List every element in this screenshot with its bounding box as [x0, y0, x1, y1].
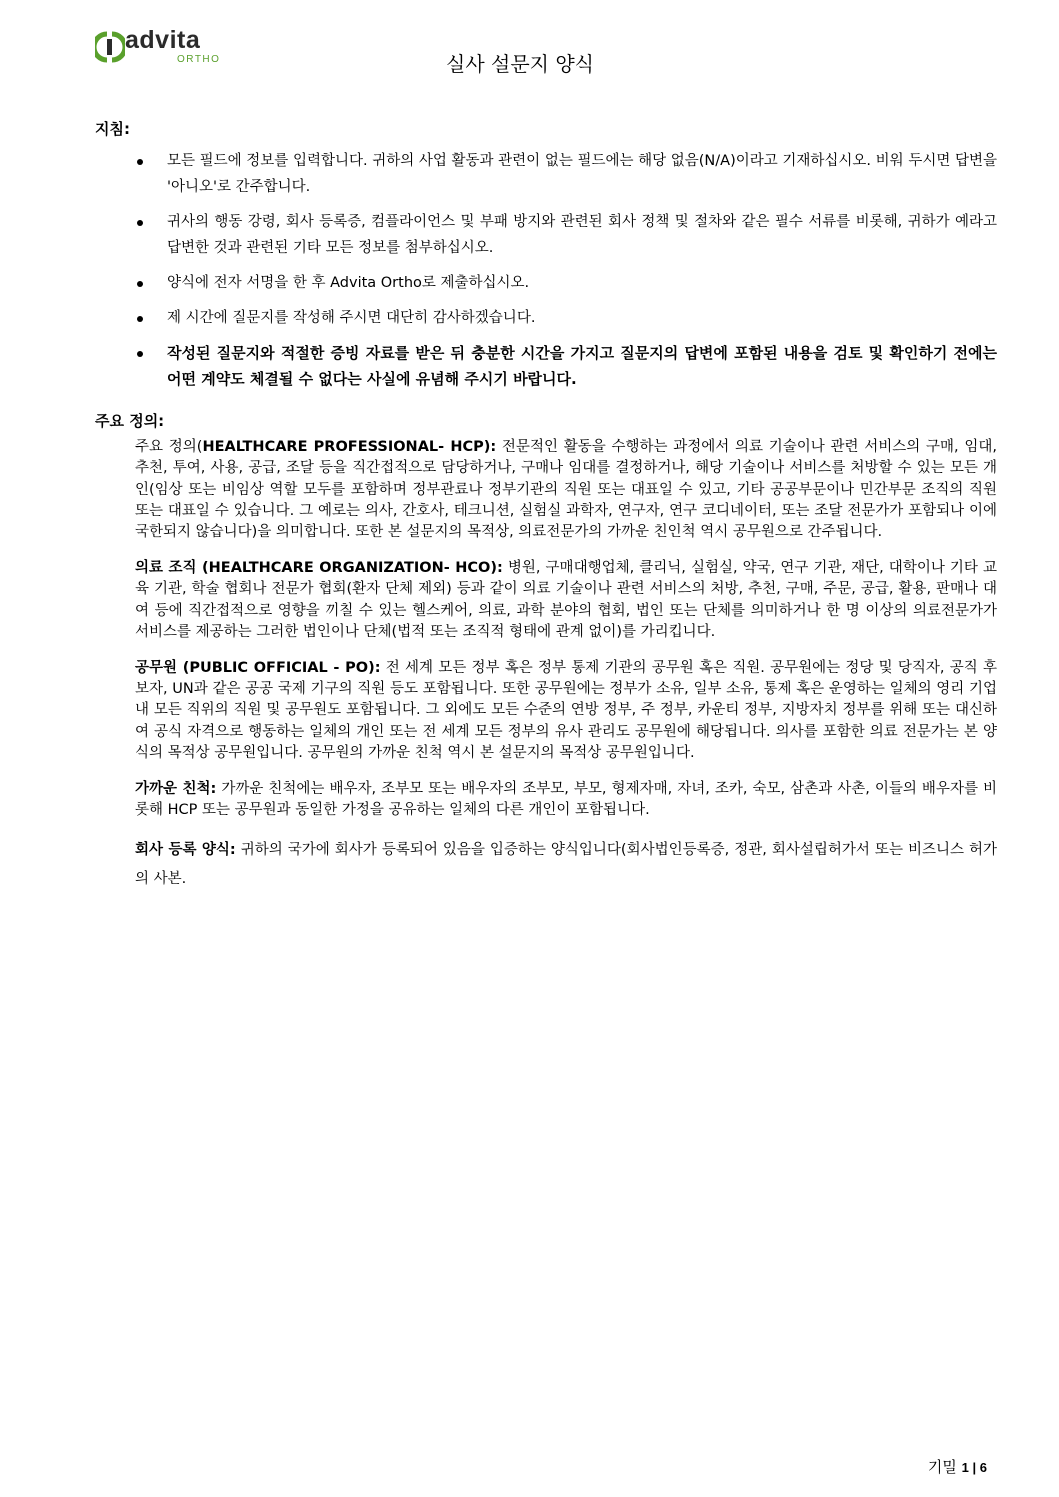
- list-item: [135, 340, 997, 392]
- definition-text: 가까운 친척에는 배우자, 조부모 또는 배우자의 조부모, 부모, 형제자매, 자녀, 조카, 숙모, 삼촌과 사촌, 이들의 배우자를 비롯해 HCP 또는 공무원과 동일한 가정을 공유하는 일체의 다른 개인이 포함됩니다.: [135, 780, 997, 818]
- definitions-list: [135, 437, 997, 905]
- list-item: [135, 209, 997, 261]
- definition-prefix: 주요 정의(: [135, 439, 203, 455]
- list-item: [135, 148, 997, 200]
- definition-registration: [135, 836, 997, 894]
- definition-term: 가까운 친척:: [135, 780, 217, 797]
- bullet-icon: [137, 220, 143, 226]
- definition-term: 공무원 (PUBLIC OFFICIAL - PO):: [135, 659, 381, 676]
- definition-term: 의료 조직 (HEALTHCARE ORGANIZATION- HCO):: [135, 559, 503, 576]
- definition-text: 전문적인 활동을 수행하는 과정에서 의료 기술이나 관련 서비스의 구매, 임대, 추천, 투여, 사용, 공급, 조달 등을 직간접적으로 담당하거나, 구매나 임대를 결정하거나, 해당 기술이나 서비스를 처방할 수 있는 모든 개인(임상 또는 비임상 역할 모두를 포함하며 정부관료나 정부기관의 직원 또는 대표일 수 있고, 기타 공공부문이나 민간부문 조직의 직원 또는 대표일 수 있습니다. 그 예로는 의사, 간호사, 테크니션, 실험실 과학자, 연구자, 연구 코디네이터, 또는 조달 전문가가 포함되나 이에 국한되지 않습니다)을 의미합니다. 또한 본 설문지의 목적상, 의료전문가의 가까운 친인척 역시 공무원으로 간주됩니다.: [135, 439, 997, 541]
- instruction-text: 귀사의 행동 강령, 회사 등록증, 컴플라이언스 및 부패 방지와 관련된 회사 정책 및 절차와 같은 필수 서류를 비롯해, 귀하가 예라고 답변한 것과 관련된 기타 모든 정보를 첨부하십시오.: [167, 214, 997, 256]
- document-title: 실사 설문지 양식: [446, 52, 594, 76]
- instruction-text: 작성된 질문지와 적절한 증빙 자료를 받은 뒤 충분한 시간을 가지고 질문지의 답변에 포함된 내용을 검토 및 확인하기 전에는 어떤 계약도 체결될 수 없다는 사실에 유념해 주시기 바랍니다.: [167, 344, 997, 388]
- definition-hcp: [135, 437, 997, 543]
- definition-text: 전 세계 모든 정부 혹은 정부 통제 기관의 공무원 혹은 직원. 공무원에는 정당 및 당직자, 공직 후보자, UN과 같은 공공 국제 기구의 직원 등도 포함됩니다. 또한 공무원에는 정부가 소유, 일부 소유, 통제 혹은 운영하는 일체의 영리 기업내 모든 직위의 직원 및 공무원도 포함됩니다. 그 외에도 모든 수준의 연방 정부, 주 정부, 카운티 정부, 지방자치 정부를 위해 또는 대신하여 공식 자격으로 행동하는 일체의 개인 또는 전 세계 모든 정부의 유사 관리도 공무원에 해당됩니다. 의사를 포함한 의료 전문가는 본 양식의 목적상 공무원입니다. 공무원의 가까운 친척 역시 본 설문지의 목적상 공무원입니다.: [135, 659, 997, 761]
- instruction-text: 양식에 전자 서명을 한 후 Advita Ortho로 제출하십시오.: [167, 275, 530, 291]
- definition-text: 귀하의 국가에 회사가 등록되어 있음을 입증하는 양식입니다(회사법인등록증, 정관, 회사설립허가서 또는 비즈니스 허가의 사본.: [135, 841, 997, 887]
- bullet-icon: [137, 351, 143, 357]
- definition-text: 병원, 구매대행업체, 클리닉, 실험실, 약국, 연구 기관, 재단, 대학이나 기타 교육 기관, 학술 협회나 전문가 협회(환자 단체 제외) 등과 같이 의료 기술이나 관련 서비스의 처방, 추천, 구매, 주문, 공급, 활용, 판매나 대여 등에 직간접적으로 영향을 끼칠 수 있는 헬스케어, 의료, 과학 분야의 협회, 법인 또는 단체를 의미하거나 한 명 이상의 의료전문가가 서비스를 제공하는 그러한 법인이나 단체(법적 또는 조직적 형태에 관계 없이)를 가리킵니다.: [135, 559, 997, 640]
- page-number: 1 | 6: [961, 1460, 987, 1475]
- bullet-icon: [137, 159, 143, 165]
- definition-term: 회사 등록 양식:: [135, 841, 236, 858]
- confidential-label: 기밀: [927, 1458, 957, 1476]
- page-footer: [928, 1456, 987, 1477]
- bullet-icon: [137, 281, 143, 287]
- list-item: [135, 305, 997, 331]
- definition-relatives: [135, 779, 997, 822]
- list-item: [135, 270, 997, 296]
- instruction-text: 제 시간에 질문지를 작성해 주시면 대단히 감사하겠습니다.: [167, 310, 536, 326]
- logo-subtext: ORTHO: [177, 54, 221, 65]
- definitions-heading: 주요 정의:: [95, 412, 165, 430]
- instructions-heading: 지침:: [95, 120, 130, 138]
- instructions-list: [135, 148, 997, 401]
- instruction-text: 모든 필드에 정보를 입력합니다. 귀하의 사업 활동과 관련이 없는 필드에는 해당 없음(N/A)이라고 기재하십시오. 비워 두시면 답변을 '아니오'로 간주합니다.: [167, 153, 997, 195]
- bullet-icon: [137, 316, 143, 322]
- definition-term: HEALTHCARE PROFESSIONAL- HCP):: [202, 439, 497, 455]
- definition-hco: [135, 558, 997, 643]
- logo-wordmark: advita: [125, 26, 201, 54]
- definition-po: [135, 658, 997, 764]
